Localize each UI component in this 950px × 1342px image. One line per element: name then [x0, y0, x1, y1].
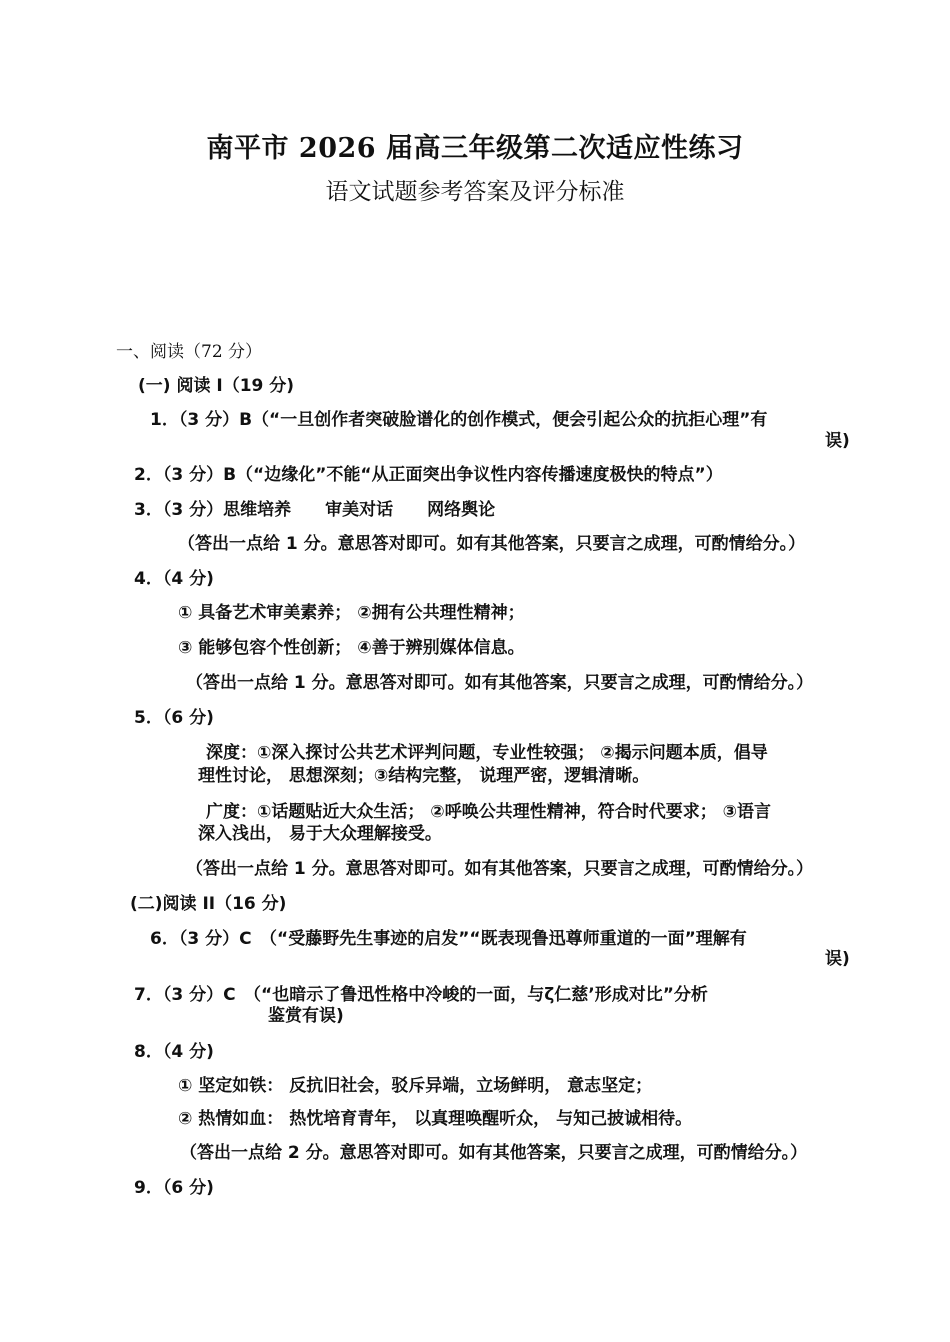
scoring-note: （答出一点给 2 分。意思答对即可。如有其他答案，只要言之成理，可酌情给分。） [180, 1143, 808, 1163]
answer-q5-depth-cont: 理性讨论， 思想深刻；③结构完整， 说理严密，逻辑清晰。 [198, 766, 650, 786]
answer-q4-point: ③ 能够包容个性创新； ④善于辨别媒体信息。 [178, 638, 525, 658]
answer-q9: 9．（6 分) [134, 1178, 214, 1198]
page-subtitle: 语文试题参考答案及评分标准 [325, 179, 625, 205]
answer-q8-point: ① 坚定如铁： 反抗旧社会，驳斥异端，立场鲜明， 意志坚定； [178, 1076, 653, 1096]
part-heading-reading-1: (一) 阅读 I（19 分) [138, 376, 295, 396]
answer-q6: 6．（3 分）C （“受藤野先生事迹的启发”“既表现鲁迅尊师重道的一面”理解有 [150, 929, 747, 949]
page-title: 南平市 2026 届高三年级第二次适应性练习 [206, 133, 744, 164]
answer-q8-point: ② 热情如血： 热忱培育青年， 以真理唤醒听众， 与知己披诚相待。 [178, 1109, 693, 1129]
answer-q2: 2．（3 分）B（“边缘化”不能“从正面突出争议性内容传播速度极快的特点”） [134, 465, 723, 485]
answer-q1: 1．（3 分）B（“一旦创作者突破脸谱化的创作模式，便会引起公众的抗拒心理”有 [150, 410, 768, 430]
part-heading-reading-2: (二)阅读 II（16 分) [130, 894, 287, 914]
answer-q1-tail: 误) [825, 431, 850, 451]
scoring-note: （答出一点给 1 分。意思答对即可。如有其他答案，只要言之成理，可酌情给分。） [186, 673, 814, 693]
answer-q8: 8．（4 分) [134, 1042, 214, 1062]
scoring-note: （答出一点给 1 分。意思答对即可。如有其他答案，只要言之成理，可酌情给分。） [186, 859, 814, 879]
answer-q5-depth: 深度：①深入探讨公共艺术评判问题，专业性较强； ②揭示问题本质，倡导 [206, 743, 768, 763]
section-heading-reading: 一、阅读（72 分） [116, 342, 263, 362]
answer-q5: 5．（6 分) [134, 708, 214, 728]
answer-q3: 3．（3 分）思维培养 审美对话 网络舆论 [134, 500, 496, 520]
answer-q5-breadth: 广度：①话题贴近大众生活； ②呼唤公共理性精神，符合时代要求； ③语言 [206, 802, 772, 822]
answer-q7: 7．（3 分）C （“也暗示了鲁迅性格中冷峻的一面，与ζ仁慈’形成对比”分析 [134, 985, 708, 1005]
scoring-note: （答出一点给 1 分。意思答对即可。如有其他答案，只要言之成理，可酌情给分。） [178, 534, 806, 554]
answer-q7-tail: 鉴赏有误) [268, 1006, 344, 1026]
answer-q4-point: ① 具备艺术审美素养； ②拥有公共理性精神； [178, 603, 525, 623]
answer-q5-breadth-cont: 深入浅出， 易于大众理解接受。 [198, 824, 442, 844]
answer-q6-tail: 误) [825, 949, 850, 969]
answer-q4: 4．（4 分) [134, 569, 214, 589]
